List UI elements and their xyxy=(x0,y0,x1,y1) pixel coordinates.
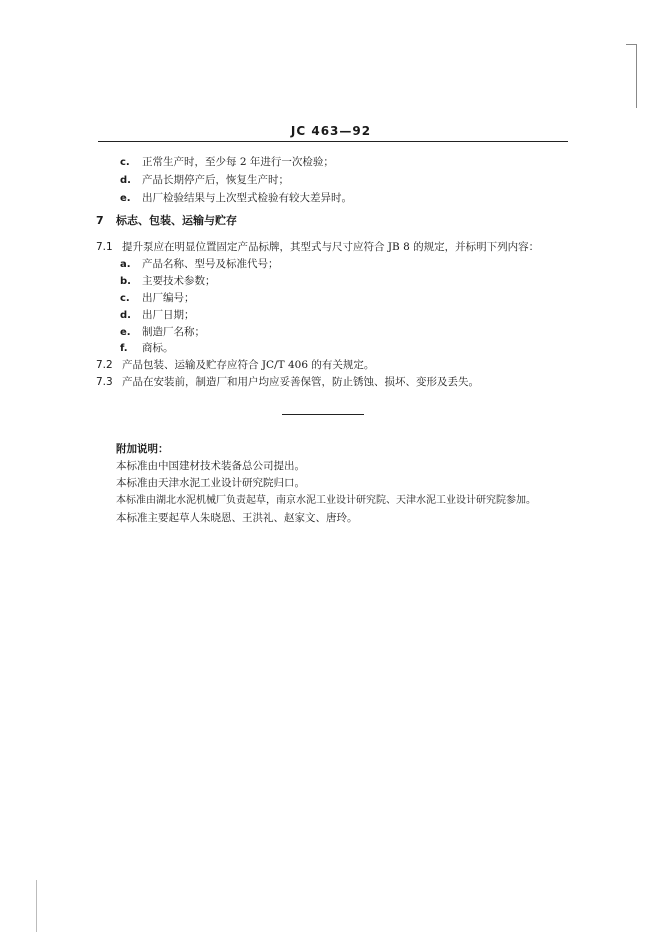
clause-text: 产品在安装前，制造厂和用户均应妥善保管，防止锈蚀、损坏、变形及丢失。 xyxy=(122,376,479,388)
item-label: c. xyxy=(120,293,130,304)
note-line: 本标准由天津水泥工业设计研究院归口。 xyxy=(116,477,305,489)
clause-number: 7.1 xyxy=(96,241,113,253)
note-line: 本标准由湖北水泥机械厂负责起草，南京水泥工业设计研究院、天津水泥工业设计研究院参加。 xyxy=(116,495,536,506)
list-item xyxy=(120,341,174,356)
item-text: 出厂日期； xyxy=(142,309,195,321)
clause xyxy=(96,358,374,372)
item-text: 正常生产时，至少每 2 年进行一次检验； xyxy=(142,156,334,168)
clause-number: 7.2 xyxy=(96,359,113,371)
item-label: c. xyxy=(120,157,130,168)
item-text: 产品名称、型号及标准代号； xyxy=(142,258,279,270)
notes-title: 附加说明： xyxy=(116,443,169,455)
item-label: f. xyxy=(120,343,128,354)
item-label: e. xyxy=(120,327,131,338)
section-title: 标志、包装、运输与贮存 xyxy=(116,214,237,227)
list-item xyxy=(120,274,216,289)
note-line: 本标准由中国建材技术装备总公司提出。 xyxy=(116,460,305,472)
standard-code-header: JC 463—92 xyxy=(290,124,372,138)
item-label: a. xyxy=(120,259,131,270)
scan-edge-mark xyxy=(36,880,37,932)
scan-edge-mark xyxy=(626,44,636,45)
item-label: d. xyxy=(120,310,131,321)
section-heading xyxy=(96,214,237,228)
list-item xyxy=(120,257,279,272)
note-line: 本标准主要起草人朱晓恩、王洪礼、赵家文、唐玲。 xyxy=(116,512,358,524)
list-item xyxy=(120,325,205,340)
clause xyxy=(96,240,539,254)
item-label: e. xyxy=(120,193,131,204)
list-item xyxy=(120,191,352,206)
item-label: d. xyxy=(120,175,131,186)
clause xyxy=(96,375,479,389)
item-text: 出厂检验结果与上次型式检验有较大差异时。 xyxy=(142,192,352,204)
item-text: 商标。 xyxy=(142,342,174,354)
scan-edge-mark xyxy=(636,86,637,108)
list-item xyxy=(120,291,195,306)
end-rule xyxy=(282,414,364,415)
item-text: 主要技术参数； xyxy=(142,275,216,287)
item-text: 产品长期停产后，恢复生产时； xyxy=(142,174,289,186)
clause-number: 7.3 xyxy=(96,376,113,388)
item-label: b. xyxy=(120,276,131,287)
header-rule xyxy=(98,141,568,142)
list-item xyxy=(120,155,334,170)
clause-text: 提升泵应在明显位置固定产品标牌，其型式与尺寸应符合 JB 8 的规定，并标明下列内容： xyxy=(122,241,540,253)
list-item xyxy=(120,173,289,188)
section-number: 7 xyxy=(96,214,104,227)
item-text: 制造厂名称； xyxy=(142,326,205,338)
item-text: 出厂编号； xyxy=(142,292,195,304)
list-item xyxy=(120,308,195,323)
clause-text: 产品包装、运输及贮存应符合 JC/T 406 的有关规定。 xyxy=(122,359,375,371)
